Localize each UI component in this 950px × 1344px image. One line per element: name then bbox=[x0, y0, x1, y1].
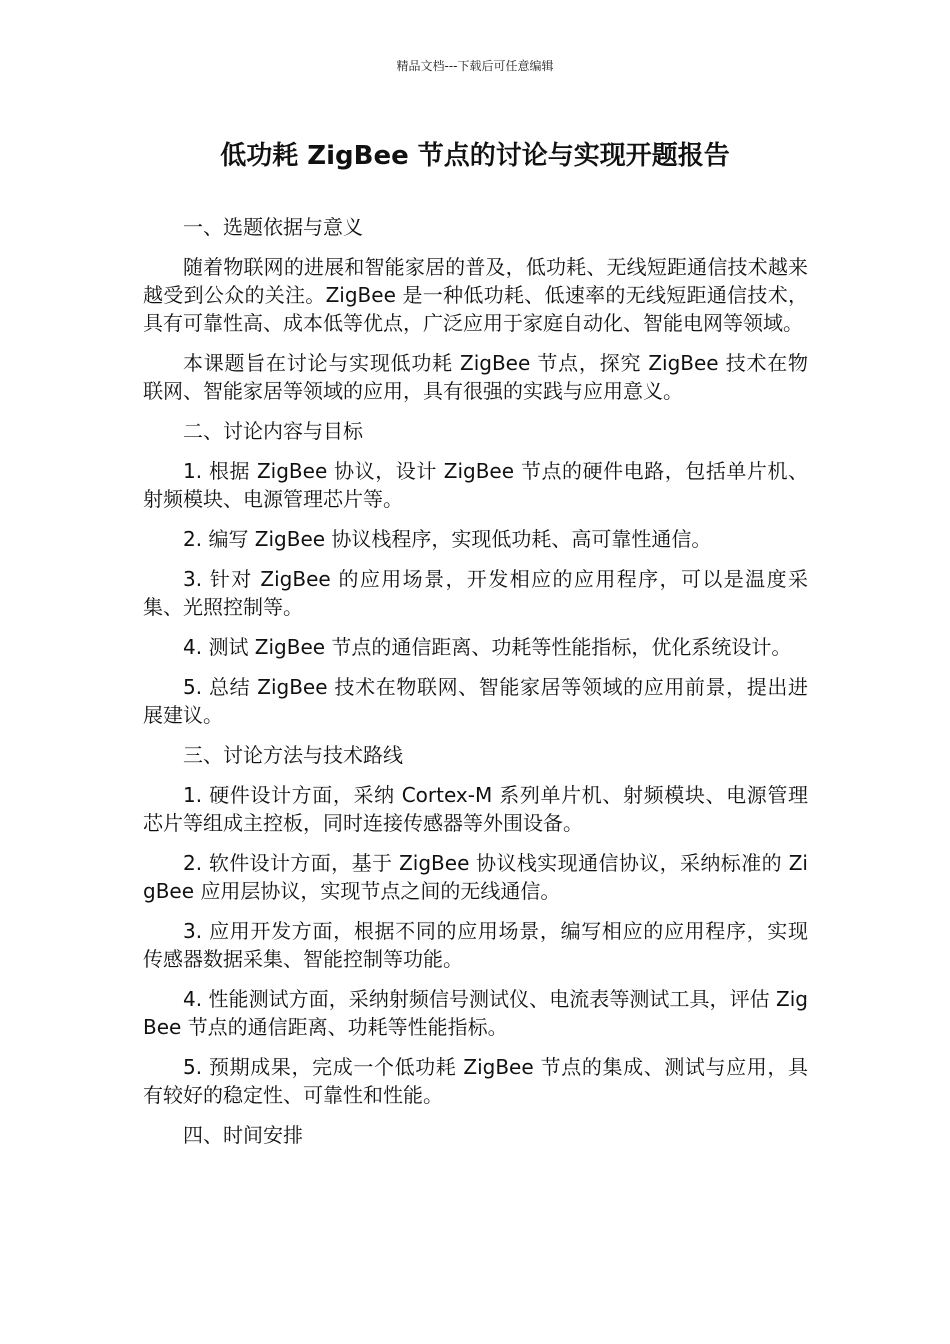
list-paragraph: 3. 针对 ZigBee 的应用场景，开发相应的应用程序，可以是温度采集、光照控制等。 bbox=[143, 567, 808, 619]
list-paragraph: 2. 编写 ZigBee 协议栈程序，实现低功耗、高可靠性通信。 bbox=[183, 527, 712, 551]
list-paragraph: 1. 硬件设计方面，采纳 Cortex-M 系列单片机、射频模块、电源管理芯片等组成主控板，同时连接传感器等外围设备。 bbox=[143, 783, 808, 835]
list-paragraph: 5. 总结 ZigBee 技术在物联网、智能家居等领域的应用前景，提出进展建议。 bbox=[143, 675, 808, 727]
section-heading: 三、讨论方法与技术路线 bbox=[183, 743, 403, 767]
body-paragraph: 本课题旨在讨论与实现低功耗 ZigBee 节点，探究 ZigBee 技术在物联网、智能家居等领域的应用，具有很强的实践与应用意义。 bbox=[143, 351, 808, 403]
list-paragraph: 2. 软件设计方面，基于 ZigBee 协议栈实现通信协议，采纳标准的 ZigBee 应用层协议，实现节点之间的无线通信。 bbox=[143, 851, 808, 903]
document-body bbox=[143, 213, 808, 1161]
list-paragraph: 4. 测试 ZigBee 节点的通信距离、功耗等性能指标，优化系统设计。 bbox=[183, 635, 792, 659]
body-paragraph: 随着物联网的进展和智能家居的普及，低功耗、无线短距通信技术越来越受到公众的关注。ZigBee 是一种低功耗、低速率的无线短距通信技术，具有可靠性高、成本低等优点，广泛应用于家庭自动化、智能电网等领域。 bbox=[143, 255, 808, 335]
section-heading: 四、时间安排 bbox=[183, 1123, 303, 1147]
section-heading: 一、选题依据与意义 bbox=[183, 215, 363, 239]
header-note: 精品文档---下载后可任意编辑 bbox=[396, 59, 554, 73]
list-paragraph: 3. 应用开发方面，根据不同的应用场景，编写相应的应用程序，实现传感器数据采集、智能控制等功能。 bbox=[143, 919, 808, 971]
list-paragraph: 1. 根据 ZigBee 协议，设计 ZigBee 节点的硬件电路，包括单片机、射频模块、电源管理芯片等。 bbox=[143, 459, 808, 511]
list-paragraph: 5. 预期成果，完成一个低功耗 ZigBee 节点的集成、测试与应用，具有较好的稳定性、可靠性和性能。 bbox=[143, 1055, 808, 1107]
list-paragraph: 4. 性能测试方面，采纳射频信号测试仪、电流表等测试工具，评估 ZigBee 节点的通信距离、功耗等性能指标。 bbox=[143, 987, 808, 1039]
section-heading: 二、讨论内容与目标 bbox=[183, 419, 363, 443]
document-title: 低功耗 ZigBee 节点的讨论与实现开题报告 bbox=[220, 141, 730, 171]
